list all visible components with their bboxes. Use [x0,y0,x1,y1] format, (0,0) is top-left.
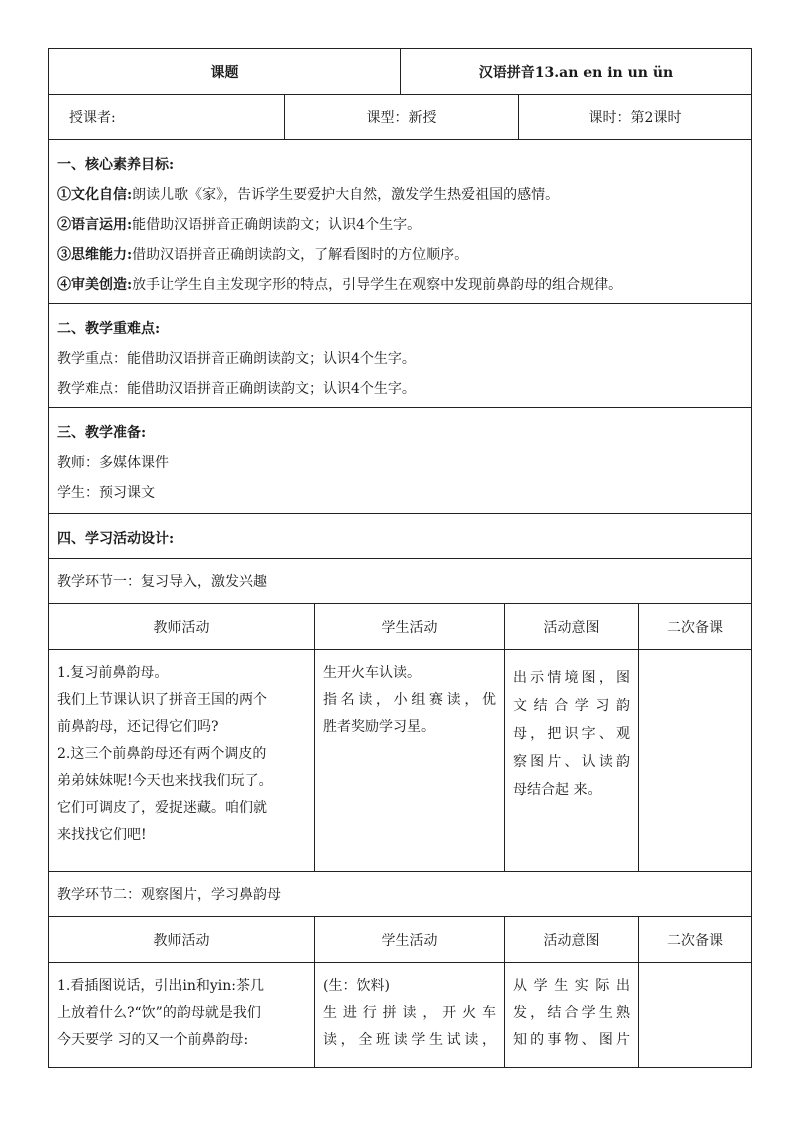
column-intent: 活动意图 [505,604,639,649]
preparation-teacher: 教师：多媒体课件 [57,455,169,471]
design-heading: 四、学习活动设计: [57,531,175,547]
goals-heading: 一、核心素养目标: [57,157,175,173]
preparation-student: 学生：预习课文 [57,485,155,501]
column-teacher: 教师活动 [49,604,315,649]
header-row-info [48,95,752,140]
column-student: 学生活动 [315,917,505,962]
key-points-heading: 二、教学重难点: [57,321,161,337]
stage2-teacher-activity: 1.看插图说话，引出in和yin:茶几 上放着什么?“饮”的韵母就是我们 今天要学 习的又一个前鼻韵母: [49,963,315,1067]
key-point-difficulty: 教学难点：能借助汉语拼音正确朗读韵文；认识4个生字。 [57,381,416,397]
column-second: 二次备课 [667,932,723,949]
stage1-teacher-activity: 1.复习前鼻韵母。 我们上节课认识了拼音王国的两个 前鼻韵母，还记得它们吗? 2.这三个前鼻韵母还有两个调皮的 弟弟妹妹呢!今天也来找我们玩了。 它们可调皮了，爱捉迷藏。咱们就 来找找它们吧! [49,650,315,871]
stage2-title: 教学环节二：观察图片，学习鼻韵母 [48,872,752,917]
section-preparation [48,408,752,514]
section-goals [48,140,752,304]
stage1-column-header [48,604,752,650]
stage2-column-header [48,917,752,963]
topic-label: 课题 [49,49,401,94]
stage1-title: 教学环节一：复习导入，激发兴趣 [48,559,752,604]
key-point-focus: 教学重点：能借助汉语拼音正确朗读韵文；认识4个生字。 [57,351,416,367]
topic-value: 汉语拼音13.an en in un ün [478,64,674,81]
preparation-heading: 三、教学准备: [57,425,147,441]
stage2-intent: 从学生实际出 发，结合学生熟 知的事物、图片 [505,963,639,1067]
column-second: 二次备课 [667,619,723,636]
stage1-student-activity: 生开火车认读。 指名读，小组赛读，优 胜者奖励学习星。 [315,650,505,871]
stage1-body [48,650,752,872]
teacher-field: 授课者: [49,95,285,139]
goal-item: ④审美创造:放手让学生自主发现字形的特点，引导学生在观察中发现前鼻韵母的组合规律。 [57,277,623,293]
goal-item: ②语言运用:能借助汉语拼音正确朗读韵文；认识4个生字。 [57,217,422,233]
column-teacher: 教师活动 [49,917,315,962]
column-student: 学生活动 [315,604,505,649]
column-intent: 活动意图 [505,917,639,962]
goal-item: ①文化自信:朗读儿歌《家》，告诉学生要爱护大自然，激发学生热爱祖国的感情。 [57,187,560,203]
lesson-type: 课型：新授 [285,95,519,139]
stage1-intent: 出示情境图，图 文结合学习韵 母，把识字、观 察图片、认读韵 母结合起 来。 [505,650,639,871]
goal-item: ③思维能力:借助汉语拼音正确朗读韵文，了解看图时的方位顺序。 [57,247,469,263]
stage2-student-activity: (生：饮料) 生进行拼读，开火车 读，全班读学生试读， [315,963,505,1067]
section-key-points [48,304,752,408]
stage2-second-prep [639,963,751,1067]
lesson-period: 课时：第2课时 [588,110,682,126]
stage2-body [48,963,752,1068]
section-design [48,514,752,559]
stage1-second-prep [639,650,751,871]
header-row-topic [48,48,752,95]
